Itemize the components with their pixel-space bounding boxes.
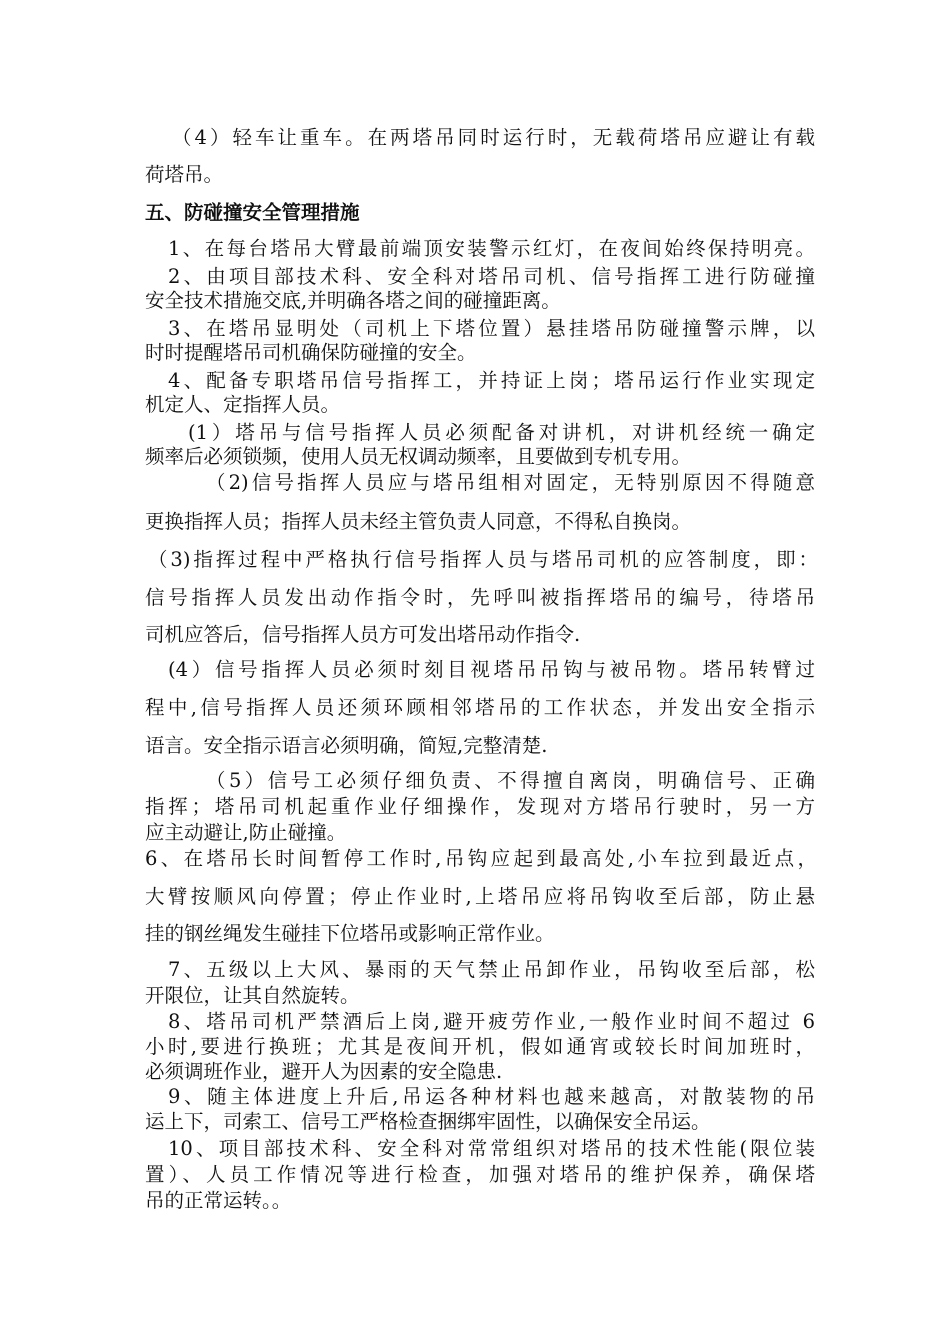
sub-item-4-line-3: 语言。安全指示语言必须明确，简短,完整清楚. — [145, 734, 548, 757]
item-8-line-2: 小时,要进行换班；尤其是夜间开机，假如通宵或较长时间加班时， — [145, 1035, 815, 1058]
section-heading-5: 五、防碰撞安全管理措施 — [145, 201, 360, 224]
item-10-line-2: 置）、人员工作情况等进行检查，加强对塔吊的维护保养，确保塔 — [145, 1163, 815, 1186]
item-7-line-2: 开限位，让其自然旋转。 — [145, 984, 360, 1007]
item-2-line-1: 2、由项目部技术科、安全科对塔吊司机、信号指挥工进行防碰撞 — [168, 265, 815, 288]
sub-item-4-line-2: 程中,信号指挥人员还须环顾相邻塔吊的工作状态，并发出安全指示 — [145, 696, 815, 719]
sub-item-1-line-2: 频率后必须锁频，使用人员无权调动频率，且要做到专机专用。 — [145, 445, 692, 468]
sub-item-2-line-1: （2)信号指挥人员应与塔吊组相对固定，无特别原因不得随意 — [206, 471, 815, 494]
item-1-line-1: 1、在每台塔吊大臂最前端顶安装警示红灯，在夜间始终保持明亮。 — [168, 237, 815, 260]
sub-item-3-line-1: （3)指挥过程中严格执行信号指挥人员与塔吊司机的应答制度，即： — [148, 548, 818, 571]
sub-item-5-line-1: （5）信号工必须仔细负责、不得擅自离岗，明确信号、正确 — [206, 769, 815, 792]
paragraph-4-light-yield-line-2: 荷塔吊。 — [145, 163, 224, 186]
sub-item-2-line-2: 更换指挥人员；指挥人员未经主管负责人同意，不得私自换岗。 — [145, 510, 692, 533]
item-3-line-2: 时时提醒塔吊司机确保防碰撞的安全。 — [145, 341, 477, 364]
item-3-line-1: 3、在塔吊显明处（司机上下塔位置）悬挂塔吊防碰撞警示牌，以 — [168, 317, 815, 340]
item-9-line-2: 运上下，司索工、信号工严格检查捆绑牢固性，以确保安全吊运。 — [145, 1110, 711, 1133]
item-6-line-1: 6、在塔吊长时间暂停工作时,吊钩应起到最高处,小车拉到最近点， — [145, 847, 817, 870]
sub-item-3-line-3: 司机应答后，信号指挥人员方可发出塔吊动作指令. — [145, 623, 581, 646]
sub-item-3-line-2: 信号指挥人员发出动作指令时，先呼叫被指挥塔吊的编号，待塔吊 — [145, 586, 815, 609]
item-10-line-1: 10、项目部技术科、安全科对常常组织对塔吊的技术性能(限位装 — [168, 1137, 815, 1160]
item-8-line-1: 8、塔吊司机严禁酒后上岗,避开疲劳作业,一般作业时间不超过 6 — [168, 1010, 815, 1033]
item-8-line-3: 必须调班作业，避开人为因素的安全隐患. — [145, 1060, 503, 1083]
item-7-line-1: 7、五级以上大风、暴雨的天气禁止吊卸作业，吊钩收至后部，松 — [168, 958, 815, 981]
sub-item-1-line-1: (1）塔吊与信号指挥人员必须配备对讲机，对讲机经统一确定 — [188, 421, 815, 444]
paragraph-4-light-yield-line-1: （4）轻车让重车。在两塔吊同时运行时，无载荷塔吊应避让有载 — [172, 126, 815, 149]
item-4-line-2: 机定人、定指挥人员。 — [145, 393, 341, 416]
item-4-line-1: 4、配备专职塔吊信号指挥工，并持证上岗；塔吊运行作业实现定 — [168, 369, 815, 392]
item-10-line-3: 吊的正常运转。。 — [145, 1189, 292, 1212]
item-6-line-3: 挂的钢丝绳发生碰挂下位塔吊或影响正常作业。 — [145, 922, 555, 945]
item-9-line-1: 9、随主体进度上升后,吊运各种材料也越来越高，对散装物的吊 — [168, 1085, 815, 1108]
item-6-line-2: 大臂按顺风向停置；停止作业时,上塔吊应将吊钩收至后部，防止悬 — [145, 885, 815, 908]
sub-item-4-line-1: (4）信号指挥人员必须时刻目视塔吊吊钩与被吊物。塔吊转臂过 — [168, 658, 815, 681]
sub-item-5-line-3: 应主动避让,防止碰撞。 — [145, 821, 347, 844]
sub-item-5-line-2: 指挥；塔吊司机起重作业仔细操作，发现对方塔吊行驶时，另一方 — [145, 795, 815, 818]
item-2-line-2: 安全技术措施交底,并明确各塔之间的碰撞距离。 — [145, 289, 561, 312]
